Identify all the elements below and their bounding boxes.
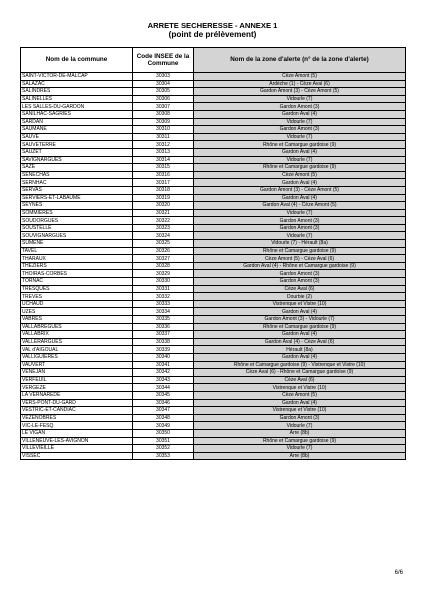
insee-code-cell: 30306 [133,95,194,103]
commune-name-cell: VALLABRIX [21,331,133,339]
insee-code-cell: 30348 [133,414,194,422]
alert-zone-cell: Vidourle (7) [194,156,406,164]
alert-zone-cell: Hérault (8a) [194,346,406,354]
alert-zone-cell: Cèze Amont (5) [194,171,406,179]
insee-code-cell: 30349 [133,422,194,430]
commune-name-cell: VENEJAN [21,369,133,377]
alert-zone-cell: Gardon Aval (4) [194,110,406,118]
alert-zone-cell: Cèze Aval (6) [194,285,406,293]
insee-code-cell: 30342 [133,369,194,377]
column-header-insee: Code INSEE de la Commune [133,48,194,73]
alert-zone-cell: Gardon Aval (4) - Cèze Aval (6) [194,338,406,346]
alert-zone-cell: Vistrenque et Vistre (10) [194,300,406,308]
commune-name-cell: VEZENOBRES [21,414,133,422]
insee-code-cell: 30309 [133,118,194,126]
table-row [21,80,406,88]
alert-zone-cell: Cèze Aval (6) - Rhône et Camargue gardoise (9) [194,369,406,377]
commune-name-cell: SENECHAS [21,171,133,179]
commune-name-cell: TRESQUES [21,285,133,293]
table-row [21,224,406,232]
table-row [21,308,406,316]
commune-name-cell: LE VIGAN [21,429,133,437]
alert-zone-cell: Gardon Aval (4) [194,353,406,361]
commune-name-cell: SAUVE [21,133,133,141]
insee-code-cell: 30329 [133,270,194,278]
insee-code-cell: 30315 [133,164,194,172]
commune-name-cell: SERVIERS-ET-LABAUME [21,194,133,202]
commune-name-cell: SAUMANE [21,126,133,134]
insee-code-cell: 30338 [133,338,194,346]
table-row [21,278,406,286]
alert-zone-cell: Cèze Amont (5) - Cèze Aval (6) [194,255,406,263]
insee-code-cell: 30323 [133,224,194,232]
commune-name-cell: VILLENEUVE-LES-AVIGNON [21,437,133,445]
table-row [21,445,406,453]
insee-code-cell: 30353 [133,452,194,460]
table-row [21,407,406,415]
insee-code-cell: 30312 [133,141,194,149]
insee-code-cell: 30344 [133,384,194,392]
commune-name-cell: VERS-PONT-DU-GARD [21,399,133,407]
column-header-zone: Nom de la zone d'alerte (n° de la zone d'alerte) [194,48,406,73]
alert-zone-cell: Gardon Amont (3) [194,414,406,422]
alert-zone-cell: Gardon Aval (4) [194,331,406,339]
table-row [21,171,406,179]
insee-code-cell: 30304 [133,80,194,88]
table-row [21,452,406,460]
commune-name-cell: SALINELLES [21,95,133,103]
table-row [21,255,406,263]
commune-name-cell: UCHAUD [21,300,133,308]
table-row [21,338,406,346]
table-row [21,209,406,217]
insee-code-cell: 30334 [133,308,194,316]
insee-code-cell: 30321 [133,209,194,217]
alert-zone-cell: Gardon Aval (4) [194,308,406,316]
commune-name-cell: VALLERARGUES [21,338,133,346]
commune-name-cell: VALLABREGUES [21,323,133,331]
table-row [21,399,406,407]
table-row [21,422,406,430]
insee-code-cell: 30308 [133,110,194,118]
alert-zone-cell: Rhône et Camargue gardoise (9) - Vistrenque et Vistre (10) [194,361,406,369]
alert-zone-cell: Ardèche (1) - Cèze Aval (6) [194,80,406,88]
insee-code-cell: 30332 [133,293,194,301]
alert-zone-cell: Gardon Amont (3) - Cèze Amont (5) [194,88,406,96]
insee-code-cell: 30351 [133,437,194,445]
alert-zone-cell: Rhône et Camargue gardoise (9) [194,323,406,331]
table-row [21,133,406,141]
commune-name-cell: LES SALLES-DU-GARDON [21,103,133,111]
table-row [21,369,406,377]
alert-zone-cell: Gardon Amont (3) [194,217,406,225]
insee-code-cell: 30327 [133,255,194,263]
commune-name-cell: VERFEUIL [21,376,133,384]
alert-zone-cell: Gardon Aval (4) [194,399,406,407]
insee-code-cell: 30319 [133,194,194,202]
table-row [21,384,406,392]
insee-code-cell: 30345 [133,391,194,399]
commune-name-cell: SAVIGNARGUES [21,156,133,164]
table-row [21,331,406,339]
commune-name-cell: VIC-LE-FESQ [21,422,133,430]
alert-zone-cell: Gardon Amont (3) [194,278,406,286]
table-row [21,437,406,445]
insee-code-cell: 30340 [133,353,194,361]
insee-code-cell: 30330 [133,278,194,286]
insee-code-cell: 30333 [133,300,194,308]
insee-code-cell: 30341 [133,361,194,369]
commune-name-cell: VERGEZE [21,384,133,392]
table-row [21,300,406,308]
alert-zone-cell: Vidourle (7) [194,422,406,430]
table-row [21,247,406,255]
insee-code-cell: 30314 [133,156,194,164]
insee-code-cell: 30325 [133,240,194,248]
commune-name-cell: SAUVETERRE [21,141,133,149]
page-number: 6/6 [394,570,403,576]
commune-name-cell: SAZE [21,164,133,172]
alert-zone-cell: Vidourle (7) [194,209,406,217]
document-title: ARRETE SECHERESSE - ANNEXE 1 [147,21,278,30]
alert-zone-cell: Rhône et Camargue gardoise (9) [194,141,406,149]
table-row [21,88,406,96]
table-row [21,73,406,81]
alert-zone-cell: Rhône et Camargue gardoise (9) [194,247,406,255]
alert-zone-cell: Vidourle (7) [194,133,406,141]
commune-name-cell: SOUSTELLE [21,224,133,232]
table-header-row [21,48,406,73]
insee-code-cell: 30318 [133,186,194,194]
table-row [21,414,406,422]
commune-name-cell: UZES [21,308,133,316]
commune-name-cell: SAUZET [21,148,133,156]
insee-code-cell: 30313 [133,148,194,156]
insee-code-cell: 30307 [133,103,194,111]
alert-zone-cell: Vidourle (7) - Hérault (8a) [194,240,406,248]
insee-code-cell: 30320 [133,202,194,210]
alert-zone-cell: Gardon Aval (4) - Cèze Amont (5) [194,202,406,210]
commune-name-cell: SOUVIGNARGUES [21,232,133,240]
table-row [21,217,406,225]
commune-name-cell: VESTRIC-ET-CANDIAC [21,407,133,415]
commune-name-cell: TAVEL [21,247,133,255]
table-row [21,323,406,331]
commune-name-cell: SUMENE [21,240,133,248]
commune-name-cell: VILLEVIEILLE [21,445,133,453]
table-row [21,141,406,149]
insee-code-cell: 30303 [133,73,194,81]
alert-zone-cell: Vidourle (7) [194,95,406,103]
insee-code-cell: 30322 [133,217,194,225]
commune-name-cell: TREVES [21,293,133,301]
alert-zone-cell: Vistrenque et Vistre (10) [194,384,406,392]
table-row [21,262,406,270]
alert-zone-cell: Arre (8b) [194,452,406,460]
commune-name-cell: THEZIERS [21,262,133,270]
alert-zone-cell: Gardon Amont (3) - Cèze Amont (5) [194,186,406,194]
alert-zone-cell: Dourbie (2) [194,293,406,301]
alert-zone-cell: Gardon Aval (4) [194,148,406,156]
alert-zone-cell: Vidourle (7) [194,445,406,453]
alert-zone-cell: Cèze Amont (5) [194,391,406,399]
table-row [21,353,406,361]
table-row [21,126,406,134]
insee-code-cell: 30310 [133,126,194,134]
insee-code-cell: 30311 [133,133,194,141]
insee-code-cell: 30352 [133,445,194,453]
insee-code-cell: 30350 [133,429,194,437]
commune-name-cell: VISSEC [21,452,133,460]
commune-name-cell: SERVAS [21,186,133,194]
commune-name-cell: VALLIGUIERES [21,353,133,361]
table-row [21,110,406,118]
insee-code-cell: 30337 [133,331,194,339]
alert-zone-cell: Gardon Amont (3) [194,224,406,232]
table-row [21,361,406,369]
alert-zone-cell: Cèze Amont (5) [194,73,406,81]
alert-zone-cell: Arre (8b) [194,429,406,437]
table-row [21,376,406,384]
communes-table [20,47,406,460]
insee-code-cell: 30336 [133,323,194,331]
table-row [21,293,406,301]
table-row [21,240,406,248]
table-row [21,164,406,172]
table-row [21,148,406,156]
insee-code-cell: 30347 [133,407,194,415]
commune-name-cell: SARDAN [21,118,133,126]
commune-name-cell: VAL d'AIGOUAL [21,346,133,354]
alert-zone-cell: Rhône et Camargue gardoise (9) [194,164,406,172]
insee-code-cell: 30328 [133,262,194,270]
insee-code-cell: 30335 [133,316,194,324]
table-row [21,118,406,126]
insee-code-cell: 30346 [133,399,194,407]
insee-code-cell: 30331 [133,285,194,293]
document-subtitle: (point de prélèvement) [168,30,257,39]
table-row [21,95,406,103]
alert-zone-cell: Rhône et Camargue gardoise (9) [194,437,406,445]
table-row [21,391,406,399]
alert-zone-cell: Gardon Amont (3) - Vidourle (7) [194,316,406,324]
alert-zone-cell: Gardon Amont (3) [194,103,406,111]
insee-code-cell: 30339 [133,346,194,354]
insee-code-cell: 30317 [133,179,194,187]
alert-zone-cell: Gardon Aval (4) [194,194,406,202]
commune-name-cell: THOIRAS-CORBES [21,270,133,278]
alert-zone-cell: Gardon Aval (4) - Rhône et Camargue gardoise (9) [194,262,406,270]
commune-name-cell: SALAZAC [21,80,133,88]
table-row [21,186,406,194]
commune-name-cell: TORNAC [21,278,133,286]
table-row [21,316,406,324]
table-row [21,179,406,187]
insee-code-cell: 30324 [133,232,194,240]
commune-name-cell: SAINT-VICTOR-DE-MALCAP [21,73,133,81]
alert-zone-cell: Gardon Amont (3) [194,270,406,278]
insee-code-cell: 30316 [133,171,194,179]
table-row [21,194,406,202]
commune-name-cell: THARAUX [21,255,133,263]
table-row [21,346,406,354]
insee-code-cell: 30305 [133,88,194,96]
commune-name-cell: SOUDORGUES [21,217,133,225]
commune-name-cell: SALINDRES [21,88,133,96]
alert-zone-cell: Vistrenque et Vistre (10) [194,407,406,415]
table-body [21,73,406,460]
commune-name-cell: SERNHAC [21,179,133,187]
commune-name-cell: VABRES [21,316,133,324]
table-row [21,285,406,293]
alert-zone-cell: Gardon Amont (3) [194,126,406,134]
alert-zone-cell: Gardon Aval (4) [194,179,406,187]
table-row [21,429,406,437]
commune-name-cell: SANILHAC-SAGRIES [21,110,133,118]
column-header-commune: Nom de la commune [21,48,133,73]
alert-zone-cell: Cèze Aval (6) [194,376,406,384]
alert-zone-cell: Vidourle (7) [194,118,406,126]
table-row [21,103,406,111]
insee-code-cell: 30343 [133,376,194,384]
table-row [21,232,406,240]
table-row [21,156,406,164]
commune-name-cell: SEYNES [21,202,133,210]
commune-name-cell: LA VERNAREDE [21,391,133,399]
alert-zone-cell: Vidourle (7) [194,232,406,240]
table-row [21,202,406,210]
commune-name-cell: SOMMIERES [21,209,133,217]
commune-name-cell: VAUVERT [21,361,133,369]
insee-code-cell: 30326 [133,247,194,255]
table-row [21,270,406,278]
